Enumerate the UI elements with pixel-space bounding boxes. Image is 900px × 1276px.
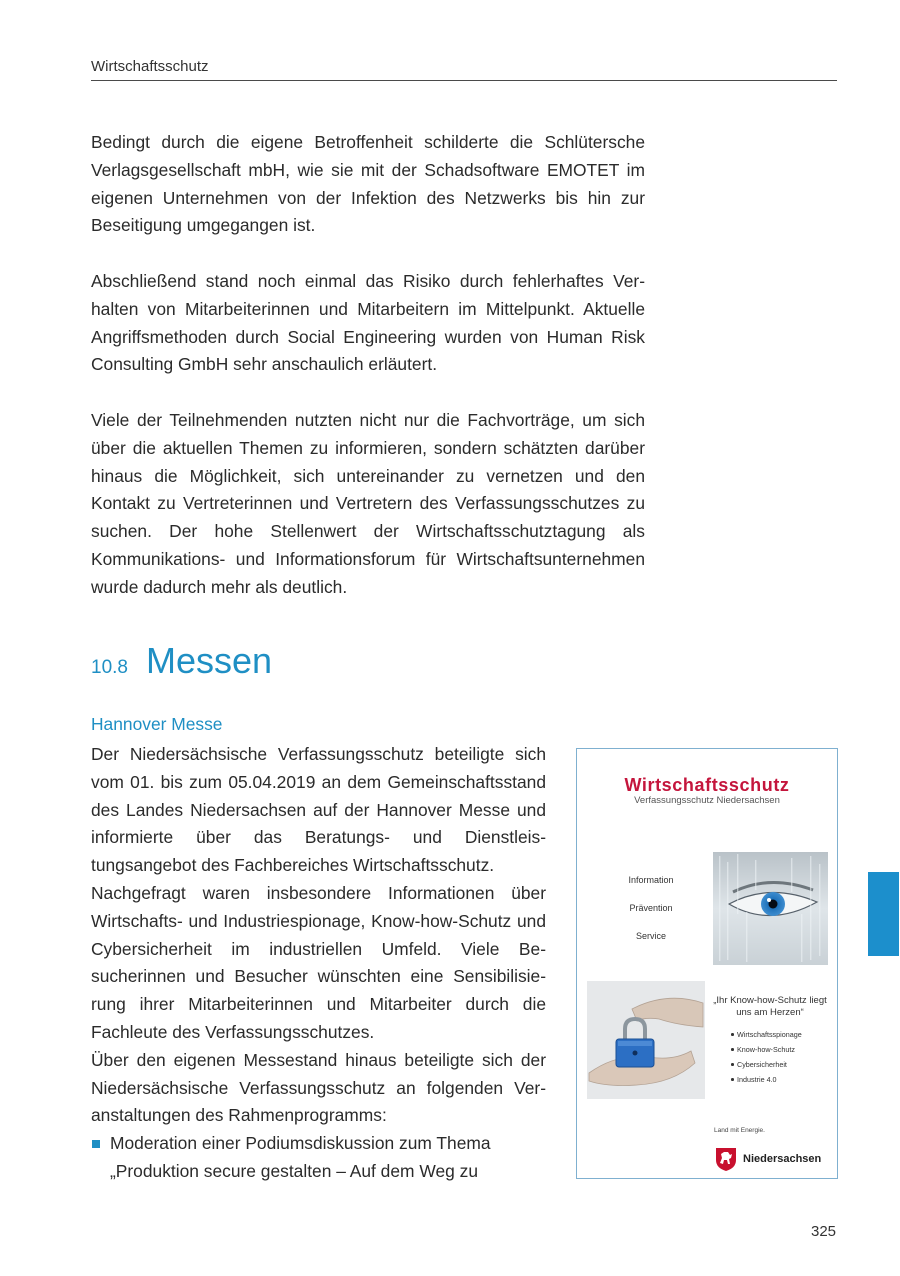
poster-subtitle: Verfassungsschutz Niedersachsen bbox=[634, 795, 780, 806]
square-bullet-icon bbox=[92, 1140, 100, 1148]
poster-slogan: Land mit Energie. bbox=[714, 1127, 765, 1134]
page-number: 325 bbox=[811, 1223, 837, 1240]
section-title: Messen bbox=[145, 640, 273, 681]
poster-service-item: Information bbox=[628, 875, 674, 885]
poster-service-item: Prävention bbox=[629, 903, 673, 913]
poster-topic-list bbox=[731, 1030, 802, 1090]
section-heading bbox=[91, 640, 272, 682]
poster-topic-item: Industrie 4.0 bbox=[731, 1075, 802, 1090]
hannover-paragraph-1: Der Niedersächsische Verfassungsschutz beteiligte sich vom 01. bis zum 05.04.2019 an dem Gemeinschaftsstand des Landes Niedersachsen auf der Hannover Messe und informierte über das Beratungs- und Dienstleistungsangebot des Fachbereiches Wirtschaftsschutz. bbox=[91, 744, 546, 876]
paragraph-emotet: Bedingt durch die eigene Betroffenheit schilderte die Schlütersche Verlagsgesellschaft mbH, wie sie mit der Schadsoftware EMOTET im eigenen Unternehmen von der Infektion des Netzwerks bis hin zur Beseitigung umgegangen ist. bbox=[91, 132, 645, 236]
poster-topic-item: Wirtschaftsspionage bbox=[731, 1030, 802, 1045]
poster-topic-item: Cybersicherheit bbox=[731, 1060, 802, 1075]
paragraph-networking: Viele der Teilnehmenden nutzten nicht nur die Fachvorträge, um sich über die aktuellen Themen zu informieren, sondern schätzten darüber hinaus die Möglichkeit, sich untereinander zu vernetzen und den Kontakt zu Vertreterinnen und Vertretern des Verfassungsschutzes zu suchen. Der hohe Stellenwert der Wirtschaftsschutztagung als Kommunikations- und Informationsforum für Wirtschaftsunternehmen wurde dadurch mehr als deutlich. bbox=[91, 410, 645, 597]
eye-image bbox=[713, 852, 828, 965]
hand-padlock-image bbox=[587, 981, 705, 1099]
hannover-paragraph-3: Über den eigenen Messestand hinaus beteiligte sich der Niedersächsische Verfassungsschutz an folgenden Veranstaltungen des Rahmenprogramms: bbox=[91, 1049, 546, 1126]
hannover-messe-text bbox=[91, 741, 546, 1186]
poster-services-list bbox=[611, 875, 691, 959]
section-number: 10.8 bbox=[91, 657, 128, 678]
bullet-text: Moderation einer Podiumsdiskussion zum Thema „Produktion secure gestalten – Auf dem Weg zu bbox=[110, 1133, 491, 1181]
chapter-side-tab bbox=[868, 872, 899, 956]
niedersachsen-logo bbox=[714, 1146, 821, 1172]
state-name: Niedersachsen bbox=[743, 1153, 822, 1165]
subsection-title: Hannover Messe bbox=[91, 714, 223, 734]
horse-crest-icon bbox=[714, 1146, 738, 1172]
running-head: Wirtschaftsschutz bbox=[91, 58, 837, 81]
list-item bbox=[91, 1130, 546, 1186]
poster-topic-item: Know-how-Schutz bbox=[731, 1045, 802, 1060]
wirtschaftsschutz-poster bbox=[576, 748, 838, 1179]
poster-service-item: Service bbox=[635, 931, 666, 941]
poster-title: Wirtschaftsschutz bbox=[624, 775, 790, 795]
paragraph-social-engineering: Abschließend stand noch einmal das Risiko durch fehlerhaftes Verhalten von Mitarbeiterinnen und Mitarbeitern im Mittelpunkt. Aktuelle Angriffsmethoden durch Social Engineering wurden von Human Risk Consulting GmbH sehr anschaulich erläutert. bbox=[91, 271, 645, 375]
hannover-paragraph-2: Nachgefragt waren insbesondere Informationen über Wirtschafts- und Industriespionage, Know-how-Schutz und Cybersicherheit im industriellen Umfeld. Viele Besucherinnen und Besucher wünschten eine Sensibilisierung ihrer Mitarbeiterinnen und Mitarbeiter durch die Fachleute des Verfassungsschutzes. bbox=[91, 882, 546, 1042]
poster-quote: „Ihr Know-how-Schutz liegt uns am Herzen“ bbox=[713, 995, 827, 1018]
